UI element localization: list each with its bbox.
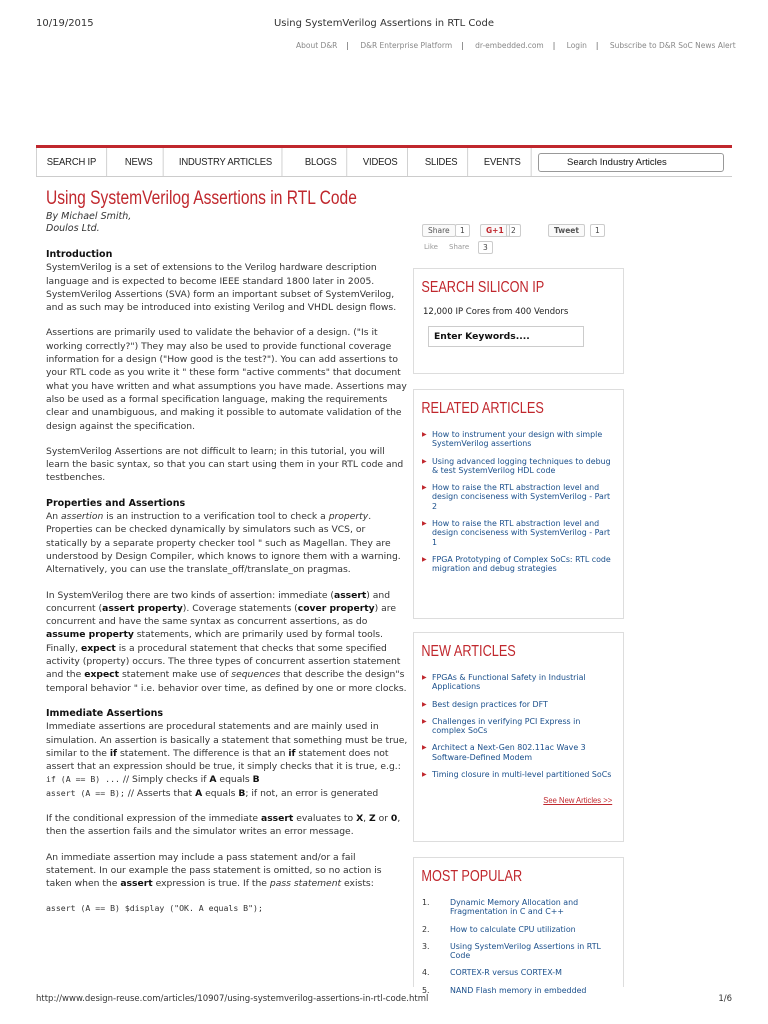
search-silicon-ip-subtitle: 12,000 IP Cores from 400 Vendors [423, 307, 569, 317]
share-label[interactable]: Share [449, 243, 470, 251]
print-url: http://www.design-reuse.com/articles/10907/using-systemverilog-assertions-in-rtl-code.html [36, 994, 429, 1004]
popular-article-text: Dynamic Memory Allocation and Fragmentation in C and C++ [450, 898, 579, 917]
popular-article-text: How to calculate CPU utilization [450, 924, 576, 934]
toplink-enterprise[interactable]: D&R Enterprise Platform [360, 41, 453, 50]
new-articles-title: NEW ARTICLES [421, 643, 516, 660]
industry-articles-search-input[interactable]: Search Industry Articles [538, 153, 724, 172]
byline-company: Doulos Ltd. [46, 223, 100, 234]
search-silicon-ip-panel [413, 268, 624, 374]
nav-industry-articles[interactable]: INDUSTRY ARTICLES [169, 148, 283, 176]
nav-search-ip[interactable]: SEARCH IP [36, 148, 107, 176]
related-article-link[interactable]: ▶ FPGA Prototyping of Complex SoCs: RTL code migration and debug strategies [422, 555, 613, 574]
popular-article-link[interactable] [422, 968, 615, 977]
main-nav [36, 145, 732, 177]
section-heading-immediate: Immediate Assertions [46, 707, 164, 719]
article-body [46, 248, 408, 916]
top-links: About D&R | D&R Enterprise Platform | dr-embedded.com | Login | Subscribe to D&R SoC News Alert [296, 41, 736, 50]
nav-events[interactable]: EVENTS [474, 148, 531, 176]
print-header [36, 18, 732, 32]
search-silicon-ip-title: SEARCH SILICON IP [421, 279, 545, 296]
keywords-input[interactable]: Enter Keywords.... [428, 326, 584, 347]
new-articles-panel [413, 632, 624, 842]
byline [46, 211, 131, 235]
paragraph: SystemVerilog Assertions are not difficult to learn; in this tutorial, you will learn the basic syntax, so that you can start using them in your RTL code and testbenches. [46, 445, 404, 484]
most-popular-panel [413, 857, 624, 995]
section-heading-properties: Properties and Assertions [46, 497, 186, 509]
article-title: Using SystemVerilog Assertions in RTL Code [46, 188, 357, 209]
nav-videos[interactable]: VIDEOS [353, 148, 408, 176]
paragraph: Assertions are primarily used to validate the behavior of a design. ("Is it working correctly?") They may also be used to provide functional coverage information for a design ("How good is the test?"). You can add assertions to your RTL code as you write it " these form "active comments" that document what you have written and what assumptions you have made. Assertions may also be used as a formal specification language, making the requirements clear and unambiguous, and making it possible to automate validation of the design against the specification. [46, 327, 407, 432]
share-count: 1 [455, 224, 470, 237]
paragraph: An assertion is an instruction to a verification tool to check a property. Properties can be checked dynamically by simulators such as VCS, or statically by a separate property checker tool " such as Magellan. They are understood by Design Compiler, which knows to ignore them with a warning. Alternatively, you can use the translate_off/translate_on pragmas. [46, 511, 401, 576]
new-article-link[interactable]: ▶ Architect a Next-Gen 802.11ac Wave 3 Software-Defined Modem [422, 743, 613, 762]
related-articles-title: RELATED ARTICLES [421, 400, 544, 417]
most-popular-title: MOST POPULAR [421, 868, 523, 885]
new-article-link[interactable]: ▶ FPGAs & Functional Safety in Industrial Applications [422, 673, 613, 692]
nav-news[interactable]: NEWS [115, 148, 163, 176]
related-article-link[interactable]: ▶ How to raise the RTL abstraction level and design conciseness with SystemVerilog - Part 2 [422, 483, 613, 511]
nav-blogs[interactable]: BLOGS [295, 148, 347, 176]
code-line: assert (A == B); // Asserts that A equals B; if not, an error is generated [46, 787, 379, 799]
toplink-about[interactable]: About D&R [296, 41, 338, 50]
toplink-dr-embedded[interactable]: dr-embedded.com [475, 41, 544, 50]
paragraph: If the conditional expression of the immediate assert evaluates to X, Z or 0, then the assertion fails and the simulator writes an error message. [46, 812, 401, 838]
gplus-button[interactable]: G+1 [480, 224, 510, 237]
new-article-link[interactable]: ▶ Best design practices for DFT [422, 700, 613, 709]
popular-article-text: NAND Flash memory in embedded [450, 985, 587, 995]
nav-slides[interactable]: SLIDES [415, 148, 468, 176]
popular-article-link[interactable] [422, 942, 615, 961]
print-page-number: 1/6 [718, 994, 732, 1004]
new-article-link[interactable]: ▶ Challenges in verifying PCI Express in complex SoCs [422, 717, 613, 736]
see-new-articles-link[interactable]: See New Articles >> [543, 795, 613, 806]
code-block: assert (A == B) $display ("OK. A equals B"); [46, 903, 263, 914]
social-share-bar [422, 224, 612, 258]
popular-article-link[interactable] [422, 925, 615, 934]
paragraph: In SystemVerilog there are two kinds of assertion: immediate (assert) and concurrent (assert property). Coverage statements (cover property) are concurrent and have the same syntax as concurrent assertions, as do assume property statements, which are primarily used by formal tools. Finally, expect is a procedural statement that checks that some specified activity (property) occurs. The three types of concurrent assertion statement and the expect statement make use of sequences that describe the design"s temporal behavior " i.e. behavior over time, as defined by one or more clocks. [46, 589, 407, 694]
gplus-count: 2 [506, 224, 521, 237]
related-article-link[interactable]: ▶ Using advanced logging techniques to debug & test SystemVerilog HDL code [422, 457, 613, 476]
popular-article-text: CORTEX-R versus CORTEX-M [450, 968, 562, 978]
print-date: 10/19/2015 [36, 18, 94, 29]
related-article-link[interactable]: ▶ How to instrument your design with simple SystemVerilog assertions [422, 430, 613, 449]
share-button[interactable]: Share [422, 224, 456, 237]
related-article-link[interactable]: ▶ How to raise the RTL abstraction level and design conciseness with SystemVerilog - Part 1 [422, 519, 613, 547]
share2-count: 3 [478, 241, 493, 254]
paragraph: SystemVerilog is a set of extensions to the Verilog hardware description language and is expected to become IEEE standard 1800 later in 2005. SystemVerilog Assertions (SVA) form an important subset of SystemVerilog, and as such may be introduced into existing Verilog and VHDL design flows. [46, 262, 397, 314]
related-articles-panel [413, 389, 624, 619]
paragraph: An immediate assertion may include a pass statement and/or a fail statement. In our example the pass statement is omitted, so no action is taken when the assert expression is true. If the pass statement exists: [46, 851, 382, 890]
toplink-login[interactable]: Login [566, 41, 587, 50]
new-article-link[interactable]: ▶ Timing closure in multi-level partitioned SoCs [422, 770, 613, 779]
code-line: if (A == B) ... // Simply checks if A equals B [46, 774, 260, 786]
print-footer [36, 994, 732, 1004]
byline-author: By Michael Smith, [46, 211, 132, 222]
popular-article-text: Using SystemVerilog Assertions in RTL Code [450, 941, 601, 961]
toplink-subscribe[interactable]: Subscribe to D&R SoC News Alert [609, 41, 736, 50]
like-label[interactable]: Like [424, 243, 438, 251]
section-heading-introduction: Introduction [46, 249, 113, 260]
print-doc-title: Using SystemVerilog Assertions in RTL Code [273, 18, 495, 29]
tweet-button[interactable]: Tweet [548, 224, 585, 237]
paragraph: Immediate assertions are procedural statements and are mainly used in simulation. An assertion is basically a statement that something must be true, similar to the if statement. The difference is that an if statement does not assert that an expression should be true, it simply checks that it is true, e.g.: [46, 721, 408, 773]
popular-article-link[interactable] [422, 898, 615, 917]
tweet-count: 1 [590, 224, 605, 237]
